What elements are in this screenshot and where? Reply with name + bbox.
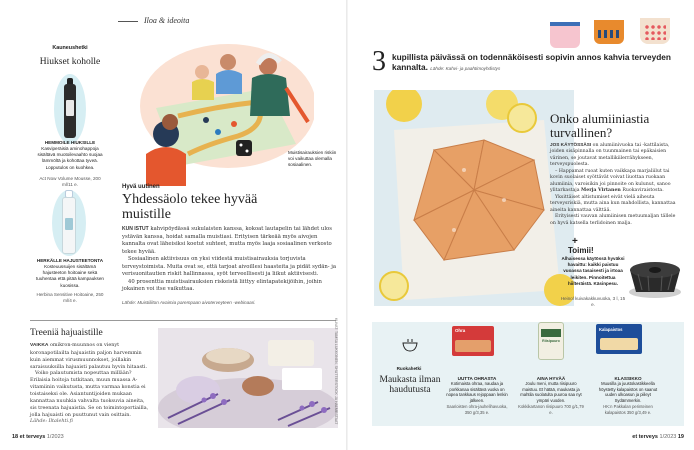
food-product3-name: KLASSIKKO: [614, 376, 642, 381]
aluminium-lead-word: JOS KÄYTÖSSÄSI: [550, 142, 592, 147]
ruokahetki-bowl-icon: [402, 338, 418, 352]
article-paragraph-2: Sosiaalinen aktiivisuus on yksi viidestä muistisairauksia torjuvista terveystoimista. Muita ovat se, että tarjoat aivoillesi haasteita ja pidät sydän- ja verisuonitautien riskit hallinnassa, syöt terveellisesti ja liikut aktiivisesti.: [122, 256, 337, 278]
food-product3-price: HK:n Pakkalan perinteinen kalapaistos 350 g/3,49 e.: [603, 404, 653, 415]
smell-lead-word: VAIKKA: [30, 343, 49, 348]
bottom-section-rule: [30, 320, 336, 321]
stat-source: Lähde: Kahvi- ja paahtimoyhdistys: [430, 66, 501, 72]
food-product2-text: Joulu meni, mutta riisipuuro maistuu. Et hätää, maukasta ja mahtila suolatulta puuroa saa nyt ympäri vuoden.: [520, 381, 582, 404]
cup-beige-dots: [644, 24, 666, 40]
aluminium-paragraph-3: Yksittäiset altistumiset eivät vielä aiheuta terveysriskiä, mutta aina kun mahdollista, kannattaa aineita kannattaa välttää.: [550, 194, 676, 213]
aluminium-title: Onko alumiiniastia turvallinen?: [550, 111, 650, 140]
article-source: Lähde: Muistiliiton Avaimia parempaan aivoterveyteen -webinaari.: [122, 300, 256, 305]
tip-price: Heinol kuivakakkuvuoka, 3 l, 15 e.: [560, 296, 626, 308]
article-lead-word: KUN ISTUT: [122, 226, 149, 232]
food-product2-name: AINA HYVÄÄ: [536, 376, 566, 381]
cup-orange-pattern: [598, 30, 620, 38]
right-footer-issue: 1/2023: [659, 434, 677, 440]
product-kalapaistos-label: Kalapaistos: [599, 327, 623, 332]
sidebar-title: Hiukset koholle: [39, 57, 101, 67]
food-product1-price: Saarioisten ohra-jauhelihavuoka, 350 g/3,35 e.: [446, 404, 508, 415]
board-game-illustration: [118, 36, 314, 186]
aluminium-expert-name: Merja Virtanen: [581, 188, 621, 194]
lemon-cake-photo: [374, 90, 574, 306]
left-page-number: 18: [12, 434, 19, 440]
mousse-bottle-image: [64, 78, 76, 138]
product-riisipuuro-label: Riisipuuro: [542, 339, 560, 343]
section-header: [118, 16, 346, 28]
product-ohra-label: Ohra: [455, 328, 466, 333]
product1-price: Act Now Volume Mousse, 200 ml/11 e.: [39, 176, 101, 188]
photo-credit: KUVAT: TAMSA LUKKONEN, SHUTTERSTOCK JA HALMESTAAT: [334, 318, 338, 425]
right-footer-brand: et terveys: [632, 434, 658, 440]
section-header-label: Iloa & ideoita: [144, 16, 190, 25]
smell-title: Treeniä hajuaistille: [30, 328, 103, 338]
product1-name: HEMMOILE HIUKSILLE: [44, 140, 96, 145]
smell-source: Lähde: Iltalehti.fi: [30, 418, 73, 425]
smell-paragraph-1: omikron-muunnos on vienyt koronapotilailta hajuaistin paljon harvemmin kuin aiemmat virusmuunnokset, joillakin saraisuuksilla hajuaisti palautuu hyvin hitaasti.: [30, 342, 148, 370]
food-product3-text: Muusilla ja juustokastikkeella höystetty kalapaistos on saanut uuden ulkoasun ja piileyt Sydämmerkin.: [598, 381, 658, 404]
left-footer-issue: 1/2023: [46, 434, 64, 440]
article-title: Yhdessäolo tekee hyvää muistille: [122, 192, 258, 222]
article-kicker: Hyvä uutinen: [122, 184, 160, 190]
food-product1-text: Kotimaista ohraa, naudaa ja porkkanaa sisältävä vuoka on nopea tankkaus rejoppaan lenkin jälkeen.: [446, 381, 508, 404]
right-footer: [600, 434, 684, 441]
lavender-photo: [158, 328, 338, 428]
product-kalapaistos-package: [596, 324, 642, 354]
product1-description: Kasviperäisiä aminohappoja sisältävä muotoilevaahto suojaa lämmöltä ja kohottaa tyveä. Lopputulos on kuohkea.: [37, 146, 103, 170]
bundt-pan-image: [626, 252, 684, 300]
aluminium-paragraph-2-post: Ruokaviraistosta.: [620, 188, 664, 194]
tip-title: Toimii!: [568, 246, 594, 255]
product2-description: Kosteuussuijen sisältämä hajusteeton hoitoaine sekä tuuhentaa että pitää kampauksen kuosissa.: [36, 264, 104, 288]
tip-plus-icon: +: [572, 236, 578, 247]
page-gutter: [346, 0, 348, 450]
smell-body: [30, 342, 150, 425]
ruokahetki-box: [372, 322, 684, 426]
left-footer: [12, 434, 132, 441]
article-paragraph-3: 40 prosenttia muistisairauksien riskeistä liittyy elintapatekijöihin, joihin jokainen voi itse vaikuttaa.: [122, 278, 322, 293]
left-footer-brand: et terveys: [19, 434, 46, 440]
product2-name: HERKÄLLE HAJUSTEETONTA: [36, 258, 104, 263]
aluminium-paragraph-4: Erityisesti vauvan alumiinisen metuumaljan tällele on hyvä katsella terlidoinen malja.: [550, 214, 676, 226]
tip-text: Alhaisessa käytössä hyväksi havaittu: kaikki paistuu vuoassa tasaisesti ja irtoaa leikiten. Pinnoitettua hiilteräistä. Käsinpesu.: [561, 256, 625, 286]
aluminium-paragraph-2-pre: – Happamat ruoat kuten vaikkapa marjaliilut tai kovin suolaiset syöttävät voivat liuottaa ruokaan alumiinia, varoisikin joi pinnoite on kulunut, sanoo ylitarkastaja: [550, 168, 671, 194]
food-product2-price: Kokkikartanon riisipuuro 700 g/1,79 e.: [518, 404, 584, 415]
cup-pink-icon: [550, 22, 580, 48]
article-paragraph-1: kahvipöydässä sukulaisten kanssa, kokoat lautapelin tai lähdet ulos ystävän kanssa, hoidat samalla muistiasi. Erityisen tärkeää myös aivojen kannalta ovat läheisiksi koetut suhteet, mutta myös laaja sosiaalinen verkosto tekee hyvää.: [122, 226, 332, 255]
product2-price: Herbina Sensitive Hoitoaine, 250 ml/4 e.: [36, 292, 104, 304]
ruokahetki-category: Ruokahetki: [396, 366, 422, 371]
product-riisipuuro-package: [538, 322, 564, 360]
sidebar-category: Kauneushetki: [52, 45, 88, 51]
smell-paragraph-2: Voiko palautumista nopeuttaa millään? Erilaisia hoitoja tutkitaan, muun muassa A-vitamiinin vaikutusta, mutta varmaa konstia ei toistaiseksi ole. Asiantuntijoiden mukaan kannattaa nuuhkia vahvalta tuoksuvia aineita, sis treenata hajuaistia. Se on toimintoportiailla, jolla hajuaisti on puuttunut vain osittain.: [30, 370, 149, 418]
beauty-sidebar: [30, 40, 110, 310]
stat-text: [392, 52, 682, 73]
article-body: [122, 226, 338, 294]
stat-text-body: kupillista päivässä on todennäköisesti sopivin annos kahvia terveyden kannalta.: [392, 52, 671, 73]
ruokahetki-title: Maukasta ilman haudutusta: [379, 375, 441, 396]
coffee-cups-illustration: [548, 14, 688, 50]
illustration-caption: Muistisairauksien riskiin voi vaikuttaa olemalla sosiaalinen.: [288, 150, 337, 168]
product-ohra-package: [452, 326, 494, 356]
stat-number: 3: [372, 46, 386, 77]
right-page-number: 19: [677, 434, 684, 440]
aluminium-paragraph-1: on alumiinivuoka tai -kattilaista, joiden sisäpinnalla on tuunmainen tai epäkaisien värinen, se joutavat metallikiilerrähykseen, terveyspuolesta.: [550, 143, 670, 168]
food-product1-name: UUTTA OHRASTA: [457, 376, 497, 381]
conditioner-bottle-image: [62, 190, 76, 254]
aluminium-body: [550, 142, 678, 227]
